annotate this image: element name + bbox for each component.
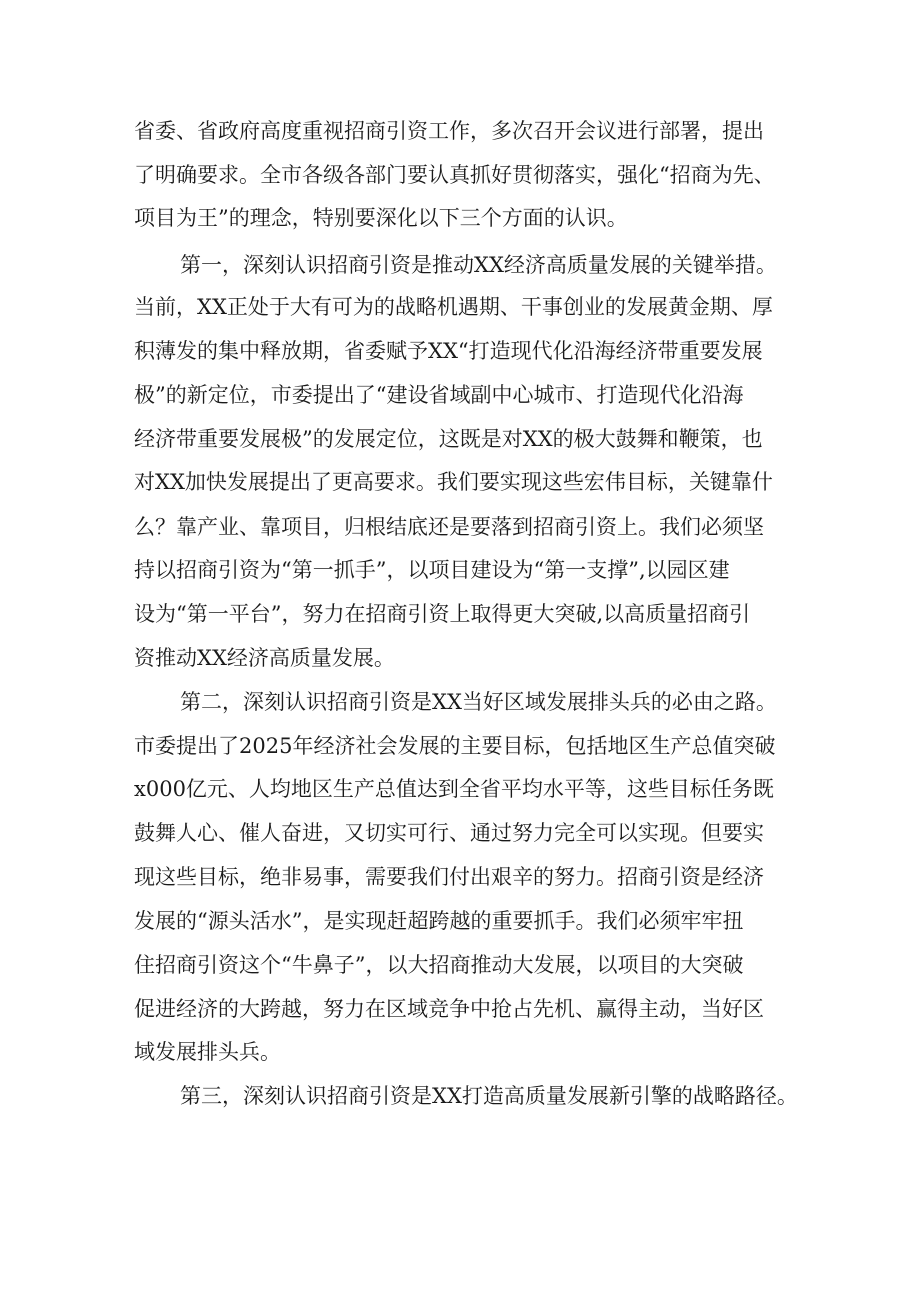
section-heading-3: 第三，深刻认识招商引资是XX打造高质量发展新引擎的战略路径。: [180, 1084, 798, 1108]
text-line-20: 住招商引资这个“牛鼻子”，以大招商推动大发展，以项目的大突破: [134, 953, 744, 977]
text-line-3: 项目为王”的理念，特别要深化以下三个方面的认识。: [134, 206, 628, 230]
text-line-2: 了明确要求。全市各级各部门要认真抓好贯彻落实，强化“招商为先、: [134, 163, 775, 187]
text-line-22: 域发展排头兵。: [134, 1040, 281, 1064]
section-heading-1: 第一，深刻认识招商引资是推动XX经济高质量发展的关键举措。: [180, 253, 777, 277]
text-line-9: 对XX加快发展提出了更高要求。我们要实现这些宏伟目标，关键靠什: [134, 470, 773, 494]
text-line-8: 经济带重要发展极”的发展定位，这既是对XX的极大鼓舞和鞭策，也: [134, 427, 763, 451]
text-line-6: 积薄发的集中释放期，省委赋予XX“打造现代化沿海经济带重要发展: [134, 339, 763, 363]
text-line-12: 设为“第一平台”，努力在招商引资上取得更大突破,以高质量招商引: [134, 602, 751, 626]
section-heading-2: 第二，深刻认识招商引资是XX当好区域发展排头兵的必由之路。: [180, 690, 777, 714]
text-line-10: 么？靠产业、靠项目，归根结底还是要落到招商引资上。我们必须坚: [134, 515, 764, 539]
text-line-5: 当前，XX正处于大有可为的战略机遇期、干事创业的发展黄金期、厚: [134, 295, 773, 319]
text-line-7: 极”的新定位，市委提出了“建设省域副中心城市、打造现代化沿海: [134, 383, 744, 407]
text-line-19: 发展的“源头活水”，是实现赶超跨越的重要抓手。我们必须牢牢扭: [134, 909, 744, 933]
text-line-15: 市委提出了2025年经济社会发展的主要目标，包括地区生产总值突破: [134, 734, 776, 758]
text-line-16: x000亿元、人均地区生产总值达到全省平均水平等，这些目标任务既: [134, 777, 774, 801]
text-line-13: 资推动XX经济高质量发展。: [134, 646, 395, 670]
text-line-17: 鼓舞人心、催人奋进，又切实可行、通过努力完全可以实现。但要实: [134, 821, 764, 845]
text-line-1: 省委、省政府高度重视招商引资工作，多次召开会议进行部署，提出: [134, 119, 764, 143]
text-line-21: 促进经济的大跨越，努力在区域竞争中抢占先机、赢得主动，当好区: [134, 997, 764, 1021]
text-line-18: 现这些目标，绝非易事，需要我们付出艰辛的努力。招商引资是经济: [134, 865, 764, 889]
text-line-11: 持以招商引资为“第一抓手”，以项目建设为“第一支撑”,以园区建: [134, 558, 730, 582]
